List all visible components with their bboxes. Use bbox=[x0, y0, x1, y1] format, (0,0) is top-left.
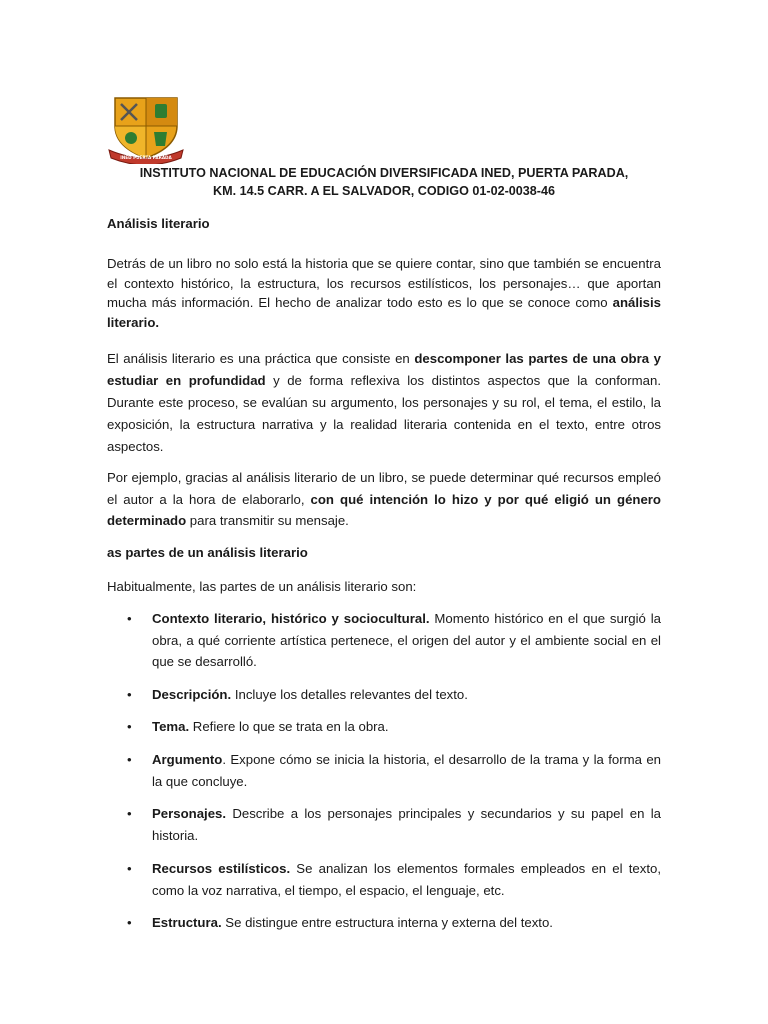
paragraph-definition bbox=[107, 348, 661, 458]
list-item-text bbox=[152, 684, 661, 706]
list-item-term: Estructura. bbox=[152, 915, 222, 930]
paragraph-intro-bold: análisis literario. bbox=[107, 295, 661, 330]
bullet-icon: • bbox=[127, 861, 132, 876]
list-item-desc: Se analizan los elementos formales empleados en el texto, como la voz narrativa, el tiempo, el espacio, el lenguaje, etc. bbox=[152, 861, 661, 898]
bullet-icon: • bbox=[127, 915, 132, 930]
section-subtitle: as partes de un análisis literario bbox=[107, 545, 308, 560]
list-item-text bbox=[152, 608, 661, 673]
bullet-icon: • bbox=[127, 719, 132, 734]
list-item-text bbox=[152, 749, 661, 792]
paragraph-example-text-a: Por ejemplo, gracias al análisis literario de un libro, se puede determinar qué recursos empleó el autor a la hora de elaborarlo, bbox=[107, 470, 661, 507]
bullet-icon: • bbox=[127, 806, 132, 821]
list-item-desc: Momento histórico en el que surgió la obra, a qué corriente artística pertenece, el origen del autor y el ambiente social en el que se desarrolló. bbox=[152, 611, 662, 669]
list-item-desc: Incluye los detalles relevantes del texto. bbox=[231, 687, 468, 702]
list-item-term: Argumento bbox=[152, 752, 223, 767]
bullet-icon: • bbox=[127, 752, 132, 767]
list-item-desc: Refiere lo que se trata en la obra. bbox=[189, 719, 389, 734]
list-item-text bbox=[152, 858, 661, 901]
paragraph-definition-bold: descomponer las partes de una obra y estudiar en profundidad bbox=[107, 351, 661, 388]
paragraph-example-text-b: para transmitir su mensaje. bbox=[186, 513, 349, 528]
list-intro: Habitualmente, las partes de un análisis literario son: bbox=[107, 579, 417, 594]
list-item-term: Descripción. bbox=[152, 687, 232, 702]
list-item-term: Contexto literario, histórico y sociocultural. bbox=[152, 611, 430, 626]
list-item-text bbox=[152, 912, 661, 934]
list-item-term: Tema. bbox=[152, 719, 190, 734]
bullet-icon: • bbox=[127, 687, 132, 702]
list-item-desc: Describe a los personajes principales y secundarios y su papel en la historia. bbox=[152, 806, 661, 843]
document-title: Análisis literario bbox=[107, 216, 210, 231]
paragraph-intro-text: Detrás de un libro no solo está la historia que se quiere contar, sino que también se encuentra el contexto histórico, la estructura, los recursos estilísticos, los personajes… que aportan mucha más información. El hecho de analizar todo esto es lo que se conoce como bbox=[107, 256, 661, 310]
institution-header bbox=[107, 164, 661, 200]
paragraph-definition-text-a: El análisis literario es una práctica que consiste en bbox=[107, 351, 415, 366]
logo-ribbon-text: INED PUERTA PARADA bbox=[120, 155, 172, 160]
list-item-text bbox=[152, 803, 661, 846]
list-item-desc: Se distingue entre estructura interna y externa del texto. bbox=[221, 915, 553, 930]
list-item-text bbox=[152, 716, 661, 738]
list-item-term: Personajes. bbox=[152, 806, 227, 821]
paragraph-example bbox=[107, 467, 661, 532]
school-crest-logo bbox=[107, 92, 185, 164]
bullet-icon: • bbox=[127, 611, 132, 626]
header-line-1: INSTITUTO NACIONAL DE EDUCACIÓN DIVERSIFICADA INED, PUERTA PARADA, bbox=[139, 166, 629, 180]
list-item-term: Recursos estilísticos. bbox=[152, 861, 291, 876]
list-item-desc: . Expone cómo se inicia la historia, el desarrollo de la trama y la forma en la que concluye. bbox=[152, 752, 661, 789]
header-line-2: KM. 14.5 CARR. A EL SALVADOR, CODIGO 01-02-0038-46 bbox=[213, 184, 555, 198]
paragraph-example-bold: con qué intención lo hizo y por qué eligió un género determinado bbox=[107, 491, 661, 528]
paragraph-definition-text-b: y de forma reflexiva los distintos aspectos que la conforman. Durante este proceso, se evalúan su argumento, los personajes y su rol, el tema, el estilo, la exposición, la estructura narrativa y la realidad literaria contenida en el texto, entre otros aspectos. bbox=[107, 373, 661, 454]
paragraph-intro bbox=[107, 254, 661, 332]
